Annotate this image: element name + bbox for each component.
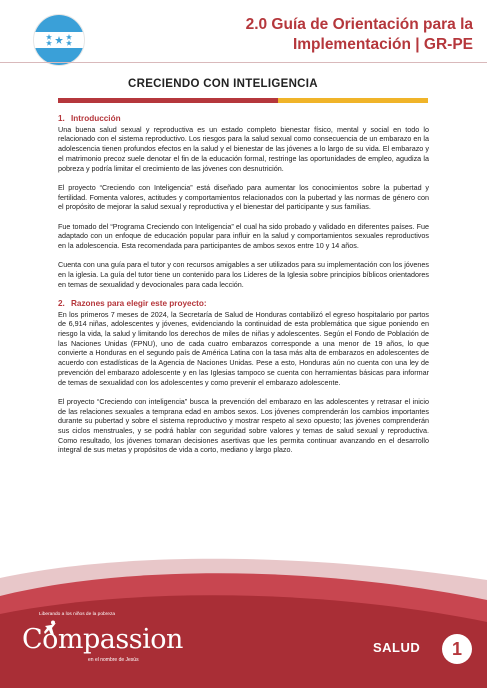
flag-stars-icon bbox=[34, 32, 84, 48]
logo-tagline: Liberando a los niños de la pobreza bbox=[39, 612, 116, 617]
section-1-number: 1. bbox=[58, 114, 65, 123]
paragraph: Fue tomado del “Programa Creciendo con Inteligencia” el cual ha sido probado y validado en diferentes países. Fue adaptado con un enfoque de educación popular para influir en la salud y comportamientos sexuales reproductivos en la adolescencia. Esta recomendada para participantes de ambos sexos entre 10 y 14 años. bbox=[58, 221, 429, 250]
document-body bbox=[58, 114, 429, 465]
title-line-1: 2.0 Guía de Orientación para la bbox=[245, 16, 473, 33]
section-1-heading bbox=[58, 114, 429, 124]
compassion-logo bbox=[18, 612, 198, 676]
paragraph: El proyecto “Creciendo con Inteligencia” está diseñado para aumentar los conocimientos sobre la pubertad y fertilidad. Fomenta valores, actitudes y comportamientos relacionados con la pubertad y las normas de género con el propósito de mejorar la salud sexual y reproductiva y el bienestar del participante y sus familias. bbox=[58, 182, 429, 212]
heading-bar-red bbox=[58, 98, 278, 103]
logo-brand: Compassion bbox=[22, 624, 183, 655]
paragraph: Una buena salud sexual y reproductiva es un estado completo bienestar físico, mental y social en todo lo relacionado con el sistema reproductivo. Los riesgos para la salud sexual como consecuencia de un embarazo en la adolescencia tienen profundos efectos en la salud y el bienestar de las jóvenes a lo largo de su vida. El embarazo y el matrimonio precoz suele denotar el fin de la educación formal, restringe las oportunidades de empleo, agudiza la pobreza y podría limitar el crecimiento de las jóvenes con desnutrición. bbox=[58, 124, 429, 173]
paragraph: El proyecto “Creciendo con inteligencia” busca la prevención del embarazo en las adolescentes y retrasar el inicio de las relaciones sexuales a temprana edad en ambos sexos. Los jóvenes comprenderán los cambios importantes durante su pubertad y sobre el sistema reproductivo y mostrar respeto al sexo opuesto; las jóvenes comprenderán sus ciclos menstruales, y se podrá hablar con seguridad sobre valores y temas de salud sexual y reproductiva. Como resultado, los jóvenes tomaran decisiones asertivas que les permita continuar avanzando en el desarrollo integral de sus metas y propósitos de vida a corto, mediano y largo plazo. bbox=[58, 396, 429, 455]
document-title bbox=[173, 15, 473, 55]
paragraph: Cuenta con una guía para el tutor y con recursos amigables a ser utilizados para su implementación con los jóvenes en la iglesia. La guía del tutor tiene un contenido para los Lideres de la Iglesia sobre principios bíblicos orientadores en temas de sexualidad y devocionales para cada lección. bbox=[58, 260, 429, 289]
header-divider bbox=[0, 62, 487, 63]
section-title: CRECIENDO CON INTELIGENCIA bbox=[128, 78, 318, 90]
honduras-flag-icon bbox=[33, 14, 85, 66]
logo-subtagline: en el nombre de Jesús bbox=[88, 657, 139, 663]
section-2-number: 2. bbox=[58, 298, 65, 308]
section-2-heading bbox=[58, 299, 429, 309]
section-2-heading-text: Razones para elegir este proyecto: bbox=[71, 298, 207, 308]
page-number: 1 bbox=[442, 634, 472, 664]
heading-bar-yellow bbox=[278, 98, 428, 103]
section-1-heading-text: Introducción bbox=[71, 114, 121, 123]
category-label: SALUD bbox=[373, 640, 421, 655]
paragraph: En los primeros 7 meses de 2024, la Secretaría de Salud de Honduras contabilizó el egreso hospitalario por partos de 6,914 niñas, adolescentes y jóvenes, evidenciando la continuidad de esta problemática que sigue poniendo en riesgo la vida, la salud y limitando los derechos de miles de niñas y adolescentes. Según el Fondo de Población de las Naciones Unidas (FPNU), uno de cada cuatro embarazos corresponde a una menor de 19 años, lo que convierte a Honduras en el segundo país de América Latina con la tasa más alta de embarazos en adolescentes de acuerdo con estadísticas de la Agencia de Naciones Unidas. Pese a esto, Honduras aún no cuenta con una ley de prevención del embarazo adolescente y en las Iglesias tampoco se cuenta con herramientas básicas para informar de temas de sexualidad con los adolescentes y como prevenir el embarazo adolescente. bbox=[58, 309, 429, 387]
title-line-2: Implementación | GR-PE bbox=[292, 36, 473, 53]
